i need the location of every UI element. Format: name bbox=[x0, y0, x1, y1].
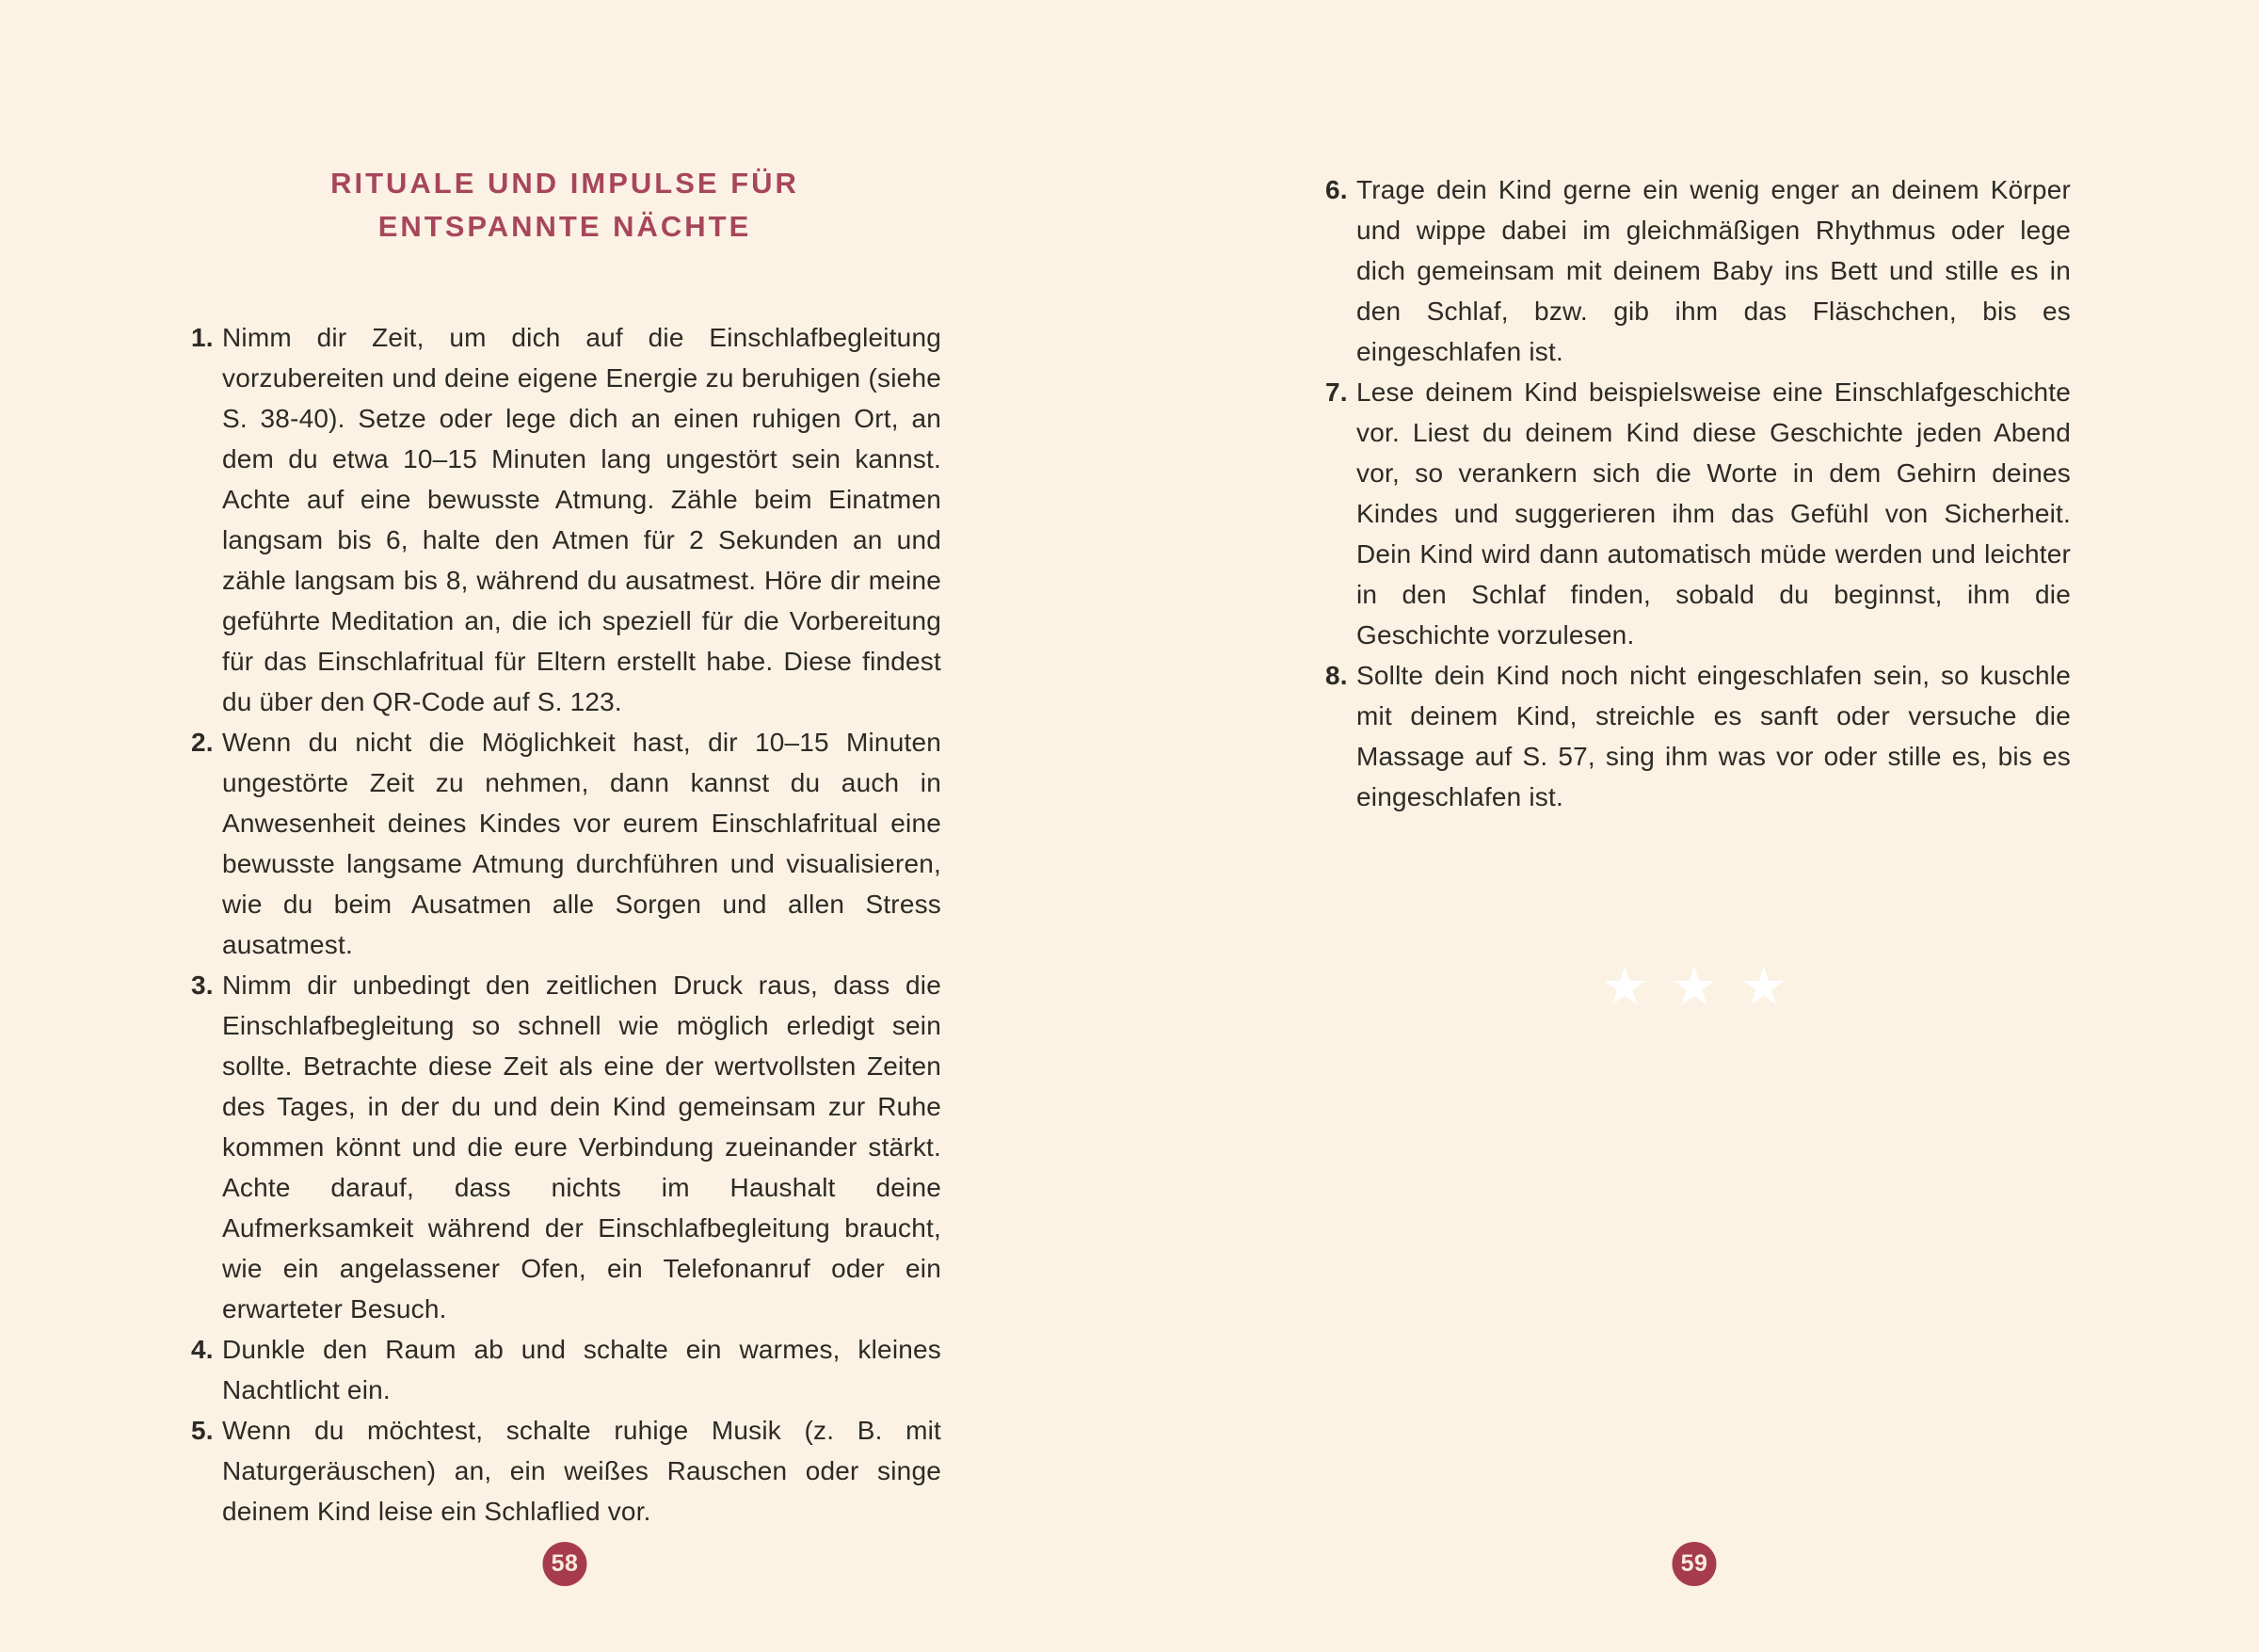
list-item-number: 6. bbox=[1325, 175, 1348, 204]
page-title bbox=[94, 162, 1035, 249]
list-item-number: 3. bbox=[191, 970, 214, 1000]
right-page bbox=[1130, 0, 2259, 1652]
star-icon: ★ bbox=[1601, 956, 1649, 1016]
list-item-number: 8. bbox=[1325, 661, 1348, 690]
list-item-number: 7. bbox=[1325, 377, 1348, 407]
ritual-list-right bbox=[1325, 169, 2071, 817]
page-title-line-2: ENTSPANNTE NÄCHTE bbox=[377, 210, 752, 243]
list-item-number: 1. bbox=[191, 323, 214, 352]
ritual-list-left bbox=[191, 317, 941, 1532]
page-title-line-1: RITUALE UND IMPULSE FÜR bbox=[330, 167, 799, 200]
page-number: 59 bbox=[1680, 1550, 1708, 1577]
list-item-number: 2. bbox=[191, 728, 214, 757]
page-number: 58 bbox=[551, 1550, 579, 1577]
list-item bbox=[191, 1329, 941, 1410]
list-item-number: 5. bbox=[191, 1416, 214, 1445]
star-icon: ★ bbox=[1670, 956, 1719, 1016]
list-item bbox=[191, 965, 941, 1329]
list-item bbox=[191, 317, 941, 722]
page-number-badge bbox=[543, 1542, 587, 1586]
list-item-text: Nimm dir Zeit, um dich auf die Einschlafbegleitung vorzubereiten und deine eigene Energie zu beruhigen (siehe S. 38-40). Setze oder lege dich an einen ruhigen Ort, an dem du etwa 10–15 Minuten lang ungestört sein kannst. Achte auf eine bewusste Atmung. Zähle beim Einatmen langsam bis 6, halte den Atmen für 2 Sekunden an und zähle langsam bis 8, während du ausatmest. Höre dir meine geführte Meditation an, die ich speziell für die Vorbereitung für das Einschlafritual für Eltern erstellt habe. Diese findest du über den QR-Code auf S. 123. bbox=[222, 323, 941, 716]
page-number-badge bbox=[1673, 1542, 1717, 1586]
star-divider bbox=[1130, 958, 2259, 1015]
list-item bbox=[191, 722, 941, 965]
list-item-text: Nimm dir unbedingt den zeitlichen Druck raus, dass die Einschlafbegleitung so schnell wie möglich erledigt sein sollte. Betrachte diese Zeit als eine der wertvollsten Zeiten des Tages, in der du und dein Kind gemeinsam zur Ruhe kommen könnt und die eure Verbindung zueinander stärkt. Achte darauf, dass nichts im Haushalt deine Aufmerksamkeit während der Einschlafbegleitung braucht, wie ein angelassener Ofen, ein Telefonanruf oder ein erwarteter Besuch. bbox=[222, 970, 941, 1323]
list-item bbox=[1325, 655, 2071, 817]
list-item bbox=[191, 1410, 941, 1532]
list-item bbox=[1325, 169, 2071, 372]
list-item-text: Dunkle den Raum ab und schalte ein warmes, kleines Nachtlicht ein. bbox=[222, 1335, 941, 1404]
list-item-text: Trage dein Kind gerne ein wenig enger an deinem Körper und wippe dabei im gleichmäßigen Rhythmus oder lege dich gemeinsam mit deinem Baby ins Bett und stille es in den Schlaf, bzw. gib ihm das Fläschchen, bis es eingeschlafen ist. bbox=[1356, 175, 2071, 366]
star-icon: ★ bbox=[1739, 956, 1787, 1016]
list-item bbox=[1325, 372, 2071, 655]
list-item-text: Wenn du möchtest, schalte ruhige Musik (z. B. mit Naturgeräuschen) an, ein weißes Rauschen oder singe deinem Kind leise ein Schlaflied vor. bbox=[222, 1416, 941, 1526]
list-item-text: Wenn du nicht die Möglichkeit hast, dir 10–15 Minuten ungestörte Zeit zu nehmen, dann kannst du auch in Anwesenheit deines Kindes vor eurem Einschlafritual eine bewusste langsame Atmung durchführen und visualisieren, wie du beim Ausatmen alle Sorgen und allen Stress ausatmest. bbox=[222, 728, 941, 959]
list-item-text: Lese deinem Kind beispielsweise eine Einschlafgeschichte vor. Liest du deinem Kind diese Geschichte jeden Abend vor, so verankern sich die Worte in dem Gehirn deines Kindes und suggerieren ihm das Gefühl von Sicherheit. Dein Kind wird dann automatisch müde werden und leichter in den Schlaf finden, sobald du beginnst, ihm die Geschichte vorzulesen. bbox=[1356, 377, 2071, 650]
list-item-number: 4. bbox=[191, 1335, 214, 1364]
list-item-text: Sollte dein Kind noch nicht eingeschlafen sein, so kuschle mit deinem Kind, streichle es sanft oder versuche die Massage auf S. 57, sing ihm was vor oder stille es, bis es eingeschlafen ist. bbox=[1356, 661, 2071, 811]
